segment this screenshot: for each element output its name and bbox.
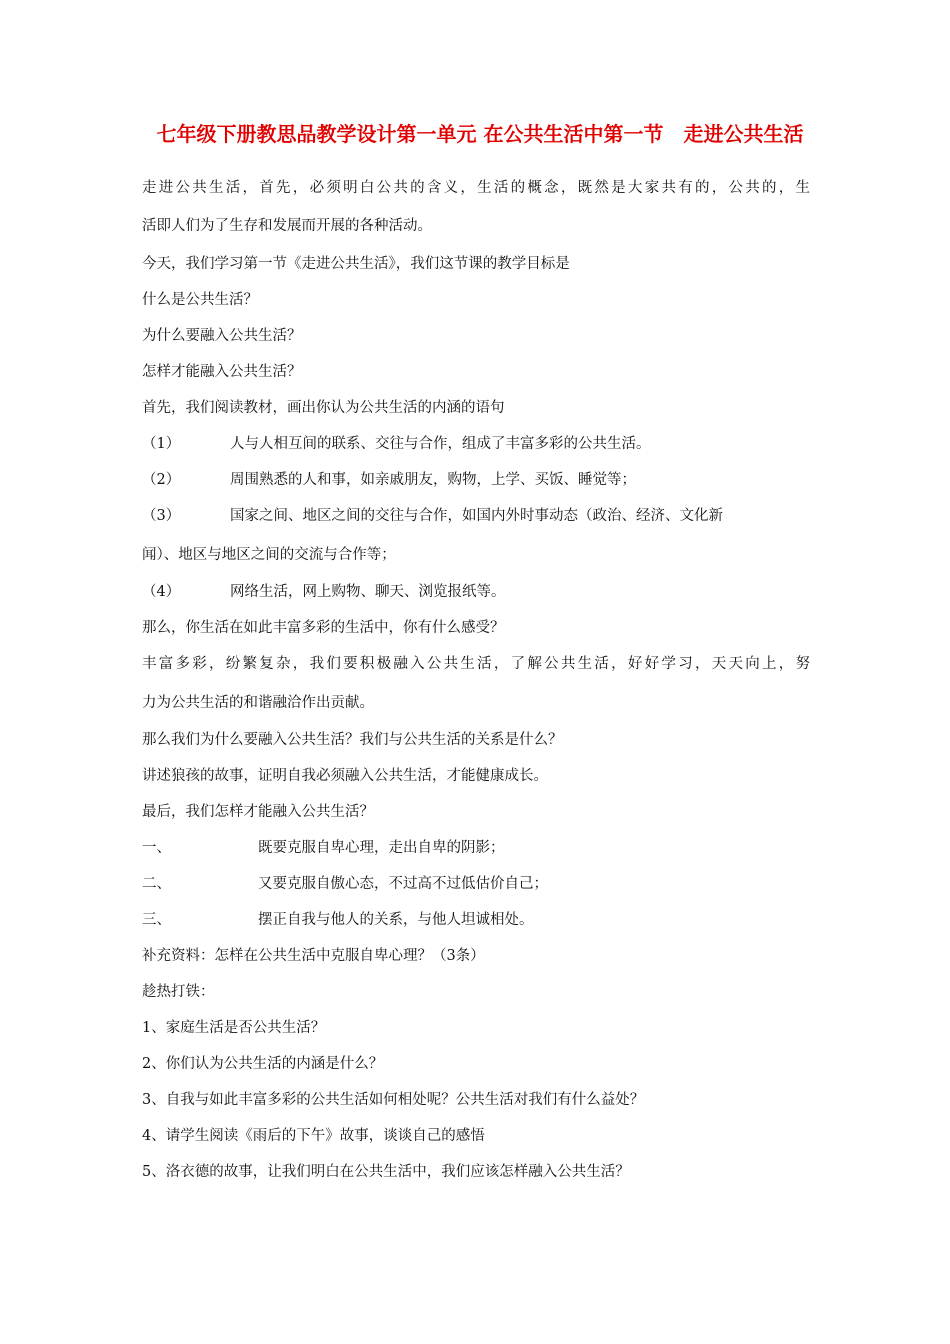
way-text: 既要克服自卑心理，走出自卑的阴影；: [258, 840, 505, 856]
point-item: [142, 434, 651, 454]
how-question: 最后，我们怎样才能融入公共生活？: [142, 804, 374, 820]
feel-answer-line-1: 丰富多彩，纷繁复杂，我们要积极融入公共生活，了解公共生活，好好学习，天天向上，努: [142, 656, 810, 672]
way-item: [142, 838, 505, 858]
wolf-story: 讲述狼孩的故事，证明自我必须融入公共生活，才能健康成长。: [142, 768, 548, 784]
practice-label: 趁热打铁：: [142, 984, 215, 1000]
point-number: （3）: [142, 508, 181, 524]
feel-question: 那么，你生活在如此丰富多彩的生活中，你有什么感受？: [142, 620, 505, 636]
way-text: 摆正自我与他人的关系，与他人坦诚相处。: [258, 912, 534, 928]
way-number: 三、: [142, 912, 171, 928]
point-item: [142, 470, 636, 490]
point-text: 网络生活，网上购物、聊天、浏览报纸等。: [230, 584, 506, 600]
way-item: [142, 910, 534, 930]
way-text: 又要克服自傲心态，不过高不过低估价自己；: [258, 876, 548, 892]
way-item: [142, 874, 548, 894]
question-item: 3、自我与如此丰富多彩的公共生活如何相处呢？公共生活对我们有什么益处？: [142, 1092, 645, 1108]
point-3-continuation: 闻）、地区与地区之间的交流与合作等；: [142, 547, 396, 563]
point-number: （2）: [142, 472, 181, 488]
today-line: 今天，我们学习第一节《走进公共生活》，我们这节课的教学目标是: [142, 256, 570, 272]
question-item: 4、请学生阅读《雨后的下午》故事，谈谈自己的感悟: [142, 1128, 485, 1144]
point-text: 周围熟悉的人和事，如亲戚朋友，购物，上学、买饭、睡觉等；: [230, 472, 636, 488]
point-number: （1）: [142, 436, 181, 452]
goal-item: 怎样才能融入公共生活？: [142, 364, 302, 380]
point-item: [142, 582, 506, 602]
question-item: 1、家庭生活是否公共生活？: [142, 1020, 326, 1036]
read-prompt: 首先，我们阅读教材，画出你认为公共生活的内涵的语句: [142, 400, 505, 416]
point-text: 人与人相互间的联系、交往与合作，组成了丰富多彩的公共生活。: [230, 436, 651, 452]
question-item: 2、你们认为公共生活的内涵是什么？: [142, 1056, 384, 1072]
feel-answer-line-2: 力为公共生活的和谐融洽作出贡献。: [142, 695, 374, 711]
goal-item: 什么是公共生活？: [142, 292, 258, 308]
intro-line-1: 走进公共生活，首先，必须明白公共的含义，生活的概念，既然是大家共有的，公共的，生: [142, 180, 810, 196]
question-item: 5、洛衣德的故事，让我们明白在公共生活中，我们应该怎样融入公共生活？: [142, 1164, 630, 1180]
point-text: 国家之间、地区之间的交往与合作，如国内外时事动态（政治、经济、文化新: [230, 508, 723, 524]
supplement-note: 补充资料：怎样在公共生活中克服自卑心理？（3条）: [142, 948, 485, 964]
goal-item: 为什么要融入公共生活？: [142, 328, 302, 344]
way-number: 二、: [142, 876, 171, 892]
point-number: （4）: [142, 584, 181, 600]
point-item: [142, 506, 723, 526]
document-title: 七年级下册教思品教学设计第一单元 在公共生活中第一节 走进公共生活: [156, 122, 804, 146]
way-number: 一、: [142, 840, 171, 856]
why-question: 那么我们为什么要融入公共生活？我们与公共生活的关系是什么？: [142, 732, 563, 748]
intro-line-2: 活即人们为了生存和发展而开展的各种活动。: [142, 218, 432, 234]
